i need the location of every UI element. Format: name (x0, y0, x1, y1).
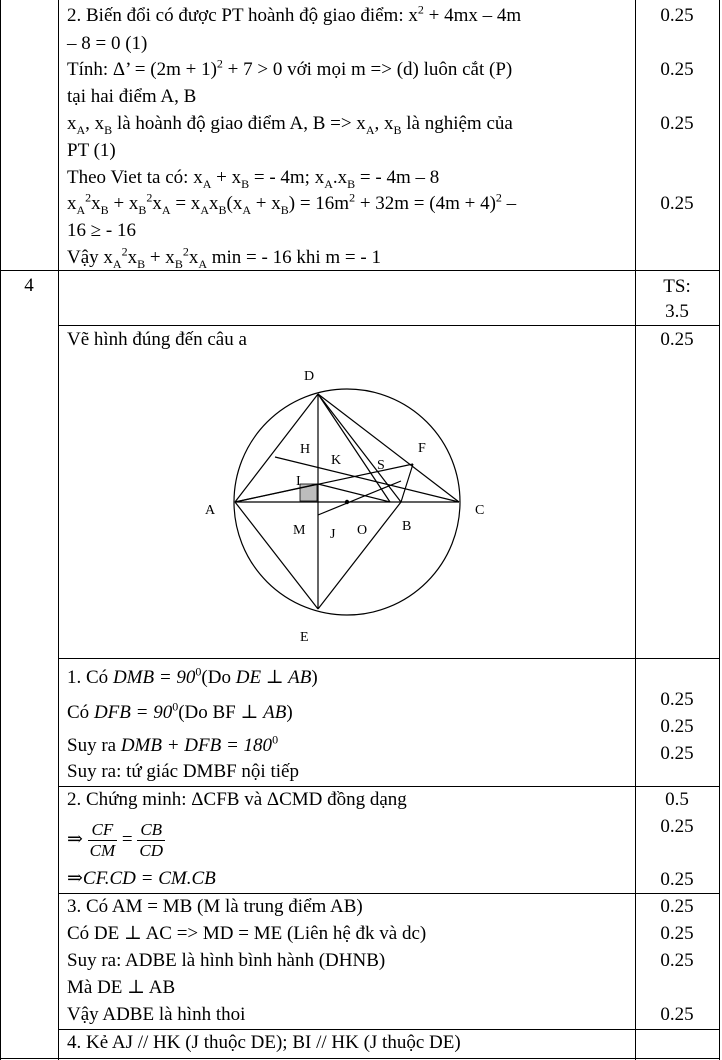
score: 0.25 (660, 896, 694, 917)
point-label-F: F (418, 441, 426, 456)
score: 0.25 (660, 689, 694, 710)
score: 0.25 (660, 1004, 694, 1025)
text: 2. Chứng minh: ΔCFB và ΔCMD đồng dạng (67, 789, 407, 810)
text: 16 ≥ - 16 (67, 220, 137, 241)
column-divider-1 (58, 0, 59, 1060)
draw-instruction: Vẽ hình đúng đến câu a (67, 329, 247, 350)
score: 0.25 (660, 193, 694, 214)
table-border-bottom (0, 1058, 720, 1059)
score: 0.25 (660, 329, 694, 350)
score: 0.25 (660, 869, 694, 890)
point-label-E: E (300, 630, 309, 645)
point-label-A: A (205, 503, 216, 518)
text: Vậy ADBE là hình thoi (67, 1004, 246, 1025)
point-label-S: S (377, 458, 385, 473)
score: 0.25 (660, 743, 694, 764)
text: 2. Biến đổi có được PT hoành độ giao điểm: x (67, 5, 418, 26)
text: Suy ra: tứ giác DMBF nội tiếp (67, 761, 299, 782)
text: PT (1) (67, 140, 116, 161)
point-label-H: H (300, 442, 311, 457)
point-label-I: I (296, 474, 301, 489)
point-label-B: B (402, 519, 412, 534)
point-label-K: K (331, 453, 342, 468)
question-number: 4 (24, 275, 34, 296)
point-label-C: C (475, 503, 485, 518)
fraction: $\frac{CB}{CD}$ (139, 820, 164, 861)
row-divider (58, 786, 720, 787)
point-label-J: J (330, 527, 336, 542)
text: Suy ra: ADBE là hình bình hành (DHNB) (67, 950, 386, 971)
score: 0.25 (660, 59, 694, 80)
score: 0.25 (660, 716, 694, 737)
table-border-left (0, 0, 1, 1060)
score: 0.25 (660, 5, 694, 26)
row-divider (58, 325, 720, 326)
score: 0.25 (660, 816, 694, 837)
row-divider (58, 893, 720, 894)
row-divider (58, 1029, 720, 1030)
point-label-D: D (304, 369, 315, 384)
text: tại hai điểm A, B (67, 86, 197, 107)
row-divider (58, 658, 720, 659)
score: 0.25 (660, 113, 694, 134)
row-divider (0, 270, 720, 271)
text: 4. Kẻ AJ // HK (J thuộc DE); BI // HK (J thuộc DE) (67, 1032, 461, 1053)
total-value: 3.5 (665, 301, 689, 322)
center-point (345, 500, 349, 504)
total-label: TS: (663, 276, 691, 297)
score: 0.5 (665, 789, 689, 810)
geometry-figure (190, 360, 510, 650)
text: 3. Có AM = MB (M là trung điểm AB) (67, 896, 363, 917)
text: Mà DE ⊥ AB (67, 977, 176, 998)
score: 0.25 (660, 923, 694, 944)
point-label-M: M (293, 523, 306, 538)
score: 0.25 (660, 950, 694, 971)
text: Có DE ⊥ AC => MD = ME (Liên hệ đk và dc) (67, 923, 427, 944)
text: – 8 = 0 (1) (67, 33, 148, 54)
point-label-O: O (357, 523, 368, 538)
fraction: $\frac{CF}{CM}$ (89, 820, 116, 861)
table-border-right (719, 0, 720, 1060)
